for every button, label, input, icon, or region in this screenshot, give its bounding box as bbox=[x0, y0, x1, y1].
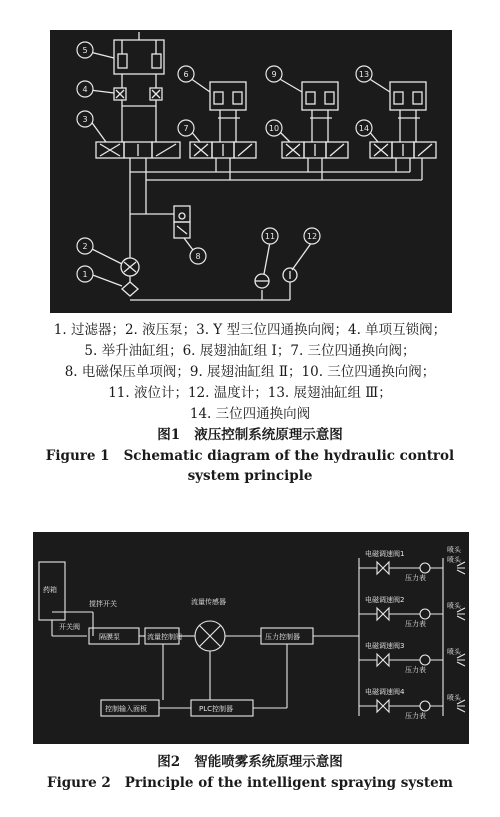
flow-sensor-label: 流量传感器 bbox=[191, 598, 226, 606]
callout-14: 14 bbox=[358, 124, 370, 133]
filter bbox=[122, 276, 138, 296]
legend-line: 8. 电磁保压单项阀；9. 展翅油缸组 Ⅱ；10. 三位四通换向阀； bbox=[64, 364, 436, 380]
callout-9: 9 bbox=[271, 70, 277, 79]
pressure-holding-valve bbox=[174, 206, 190, 238]
branch-3-valve-label: 电磁调速阀3 bbox=[365, 642, 405, 650]
figure1-caption-en bbox=[0, 446, 500, 466]
branch-2-gauge-label: 压力表 bbox=[405, 620, 426, 628]
flow-regulator-label: 流量控制阀 bbox=[147, 633, 182, 641]
figure1-legend bbox=[0, 320, 500, 486]
legend-line: 5. 举升油缸组；6. 展翅油缸组 Ⅰ；7. 三位四通换向阀； bbox=[84, 343, 416, 359]
pressure-controller-label: 压力控制器 bbox=[265, 633, 300, 641]
diaphragm-pump-label: 隔膜泵 bbox=[99, 633, 120, 641]
branch-1-valve-label: 电磁调速阀1 bbox=[365, 550, 405, 558]
figure1-caption-number: 图1 bbox=[157, 427, 181, 443]
callout-2: 2 bbox=[82, 242, 88, 251]
spraying-system-figure bbox=[33, 532, 469, 744]
callout-10: 10 bbox=[268, 124, 280, 133]
figure1-caption-en-number: Figure 1 bbox=[45, 448, 110, 464]
lift-cylinder-group bbox=[114, 32, 164, 142]
main-switch-label: 开关阀 bbox=[59, 623, 80, 631]
branch-1-gauge-label: 压力表 bbox=[405, 574, 426, 582]
figure2-caption-en-number: Figure 2 bbox=[47, 775, 111, 791]
directional-valve-y bbox=[96, 142, 180, 158]
branch-4-nozzle-label: 喷头 bbox=[447, 694, 461, 702]
branch-4-gauge-label: 压力表 bbox=[405, 712, 426, 720]
hydraulic-schematic-figure bbox=[50, 30, 452, 313]
branch-3-nozzle-label: 喷头 bbox=[447, 648, 461, 656]
wing-cylinder-group-b bbox=[302, 82, 338, 142]
figure2-caption-number: 图2 bbox=[157, 754, 181, 770]
figure1-caption-zh-text: 液压控制系统原理示意图 bbox=[194, 427, 343, 443]
callout-6: 6 bbox=[183, 70, 189, 79]
directional-valve-c bbox=[370, 142, 436, 158]
branch-3-gauge-label: 压力表 bbox=[405, 666, 426, 674]
callout-7: 7 bbox=[183, 124, 189, 133]
figure1-caption-en-line2: system principle bbox=[187, 468, 313, 484]
directional-valve-b bbox=[282, 142, 348, 158]
callout-3: 3 bbox=[82, 115, 88, 124]
wing-cylinder-group-a bbox=[210, 82, 246, 142]
legend-line: 14. 三位四通换向阀 bbox=[189, 406, 311, 422]
figure1-caption-en-line1: Schematic diagram of the hydraulic control bbox=[123, 448, 455, 464]
callout-12: 12 bbox=[306, 232, 318, 241]
callout-13: 13 bbox=[358, 70, 370, 79]
callout-8: 8 bbox=[195, 252, 201, 261]
mixer-switch-label: 搅拌开关 bbox=[89, 600, 117, 608]
wing-cylinder-group-c bbox=[390, 82, 426, 142]
callout-11: 11 bbox=[264, 232, 276, 241]
branch-4-valve-label: 电磁调速阀4 bbox=[365, 688, 405, 696]
nozzle-header-label: 喷头 bbox=[447, 546, 461, 554]
callout-4: 4 bbox=[82, 85, 88, 94]
callout-1: 1 bbox=[82, 270, 88, 279]
tank-label: 药箱 bbox=[43, 586, 57, 594]
legend-line: 11. 液位计；12. 温度计；13. 展翅油缸组 Ⅲ； bbox=[108, 385, 392, 401]
figure2-caption-en bbox=[0, 773, 500, 793]
figure2-caption bbox=[0, 752, 500, 793]
level-gauge bbox=[255, 274, 269, 288]
figure2-caption-zh bbox=[0, 752, 500, 773]
control-input-label: 控制输入面板 bbox=[105, 705, 147, 713]
hydraulic-schematic-svg bbox=[50, 30, 452, 313]
plc-label: PLC控制器 bbox=[199, 705, 234, 713]
thermometer bbox=[283, 268, 297, 282]
branch-2-valve-label: 电磁调速阀2 bbox=[365, 596, 405, 604]
branch-2-nozzle-label: 喷头 bbox=[447, 602, 461, 610]
callout-5: 5 bbox=[82, 46, 88, 55]
branch-1-nozzle-label: 喷头 bbox=[447, 556, 461, 564]
figure2-caption-zh-text: 智能喷雾系统原理示意图 bbox=[194, 754, 343, 770]
figure1-caption-zh bbox=[0, 425, 500, 446]
hydraulic-pump bbox=[121, 258, 139, 276]
spraying-system-svg bbox=[33, 532, 469, 744]
legend-line: 1. 过滤器；2. 液压泵；3. Y 型三位四通换向阀；4. 单项互锁阀； bbox=[53, 322, 447, 338]
directional-valve-a bbox=[190, 142, 256, 158]
figure2-caption-en-text: Principle of the intelligent spraying system bbox=[124, 775, 453, 791]
